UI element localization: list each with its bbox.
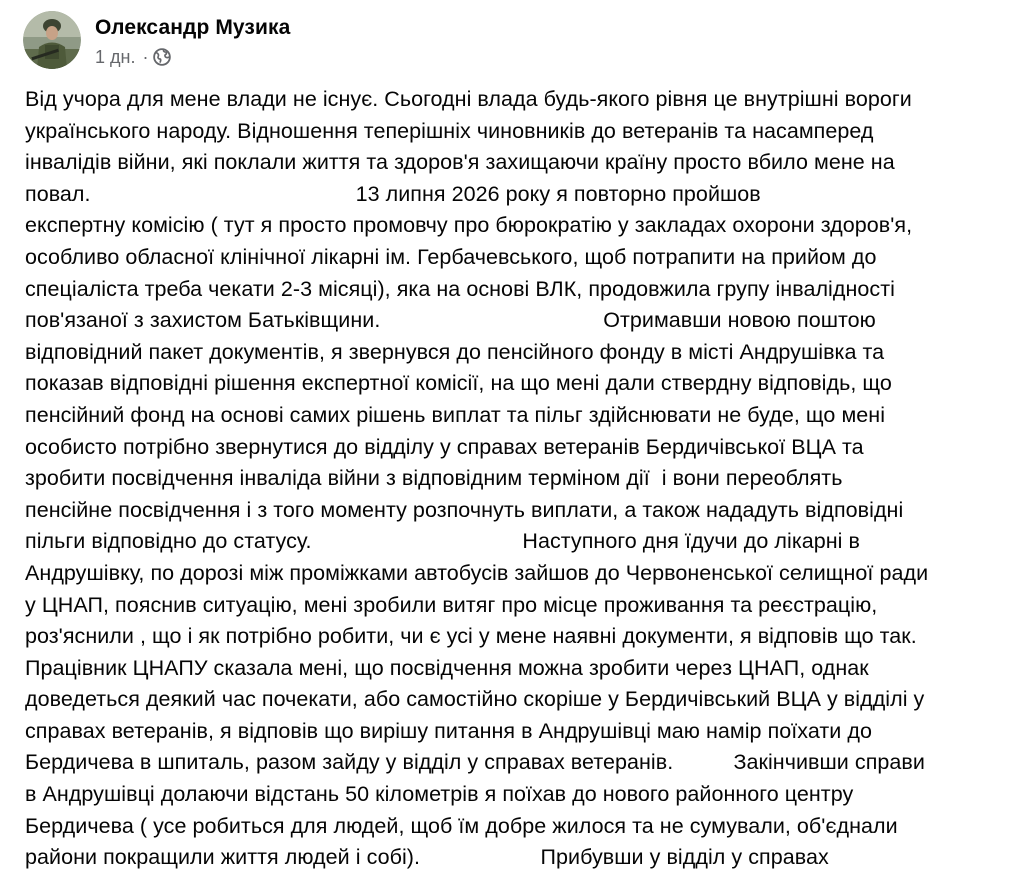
post-text-line: Бердичева ( усе робиться для людей, щоб їм добре жилося та не сумували, об'єднали: [25, 813, 898, 838]
post-text-line: пенсійний фонд на основі самих рішень виплат та пільг здійснювати не буде, що мені: [25, 402, 886, 427]
author-name[interactable]: Олександр Музика: [95, 16, 291, 39]
post-text-line: у ЦНАП, пояснив ситуацію, мені зробили витяг про місце проживання та реєстрацію,: [25, 592, 878, 617]
post-text-line: пільги відповідно до статусу. Наступного дня їдучи до лікарні в: [25, 529, 861, 554]
post-text-line: Бердичева в шпиталь, разом зайду у відділ у справах ветеранів. Закінчивши справи: [25, 750, 925, 775]
post-text-line: спеціаліста треба чекати 2-3 місяці), яка на основі ВЛК, продовжила групу інвалідності: [25, 276, 895, 301]
post-text-line: в Андрушівці долаючи відстань 50 кілометрів я поїхав до нового районного центру: [25, 782, 854, 807]
author-block: [95, 14, 290, 68]
post-text-line: райони покращили життя людей і собі). Прибувши у відділ у справах: [25, 845, 829, 870]
post-text-line: справах ветеранів, я відповів що вирішу питання в Андрушівці маю намір поїхати до: [25, 718, 872, 743]
post-body: [25, 84, 1015, 874]
post-header: [23, 11, 290, 69]
post-text-line: особисто потрібно звернутися до відділу у справах ветеранів Бердичівської ВЦА та: [25, 434, 864, 459]
post-text-line: українського народу. Відношення теперішніх чиновників до ветеранів та насамперед: [25, 118, 874, 143]
post-timestamp[interactable]: 1 дн.: [95, 47, 136, 67]
author-avatar[interactable]: [23, 11, 81, 69]
post-text-line: доведеться деякий час почекати, або самостійно скоріше у Бердичівський ВЦА у відділі у: [25, 687, 925, 712]
post-text-line: особливо обласної клінічної лікарні ім. Гербачевського, щоб потрапити на прийом до: [25, 244, 877, 269]
post-text-line: повал. 13 липня 2026 року я повторно пройшов: [25, 181, 761, 206]
meta-separator: ·: [142, 47, 149, 67]
post-text-line: Андрушівку, по дорозі між проміжками автобусів зайшов до Червоненської селищної ради: [25, 560, 929, 585]
post-text-line: зробити посвідчення інваліда війни з відповідним терміном дії і вони переоблять: [25, 466, 843, 491]
post-text-line: Працівник ЦНАПУ сказала мені, що посвідчення можна зробити через ЦНАП, однак: [25, 655, 869, 680]
post-text-line: пенсійне посвідчення і з того моменту розпочнуть виплати, а також нададуть відповідні: [25, 497, 904, 522]
post-text-line: відповідний пакет документів, я звернувся до пенсійного фонду в місті Андрушівка та: [25, 339, 885, 364]
post-text-line: Від учора для мене влади не існує. Сьогодні влада будь-якого рівня це внутрішні вороги: [25, 87, 912, 111]
post-text-line: роз'яснили , що і як потрібно робити, чи є усі у мене наявні документи, я відповів що так.: [25, 624, 917, 649]
post-text-line: експертну комісію ( тут я просто промовчу про бюрократію у закладах охорони здоров'я,: [25, 213, 913, 238]
post-text-line: пов'язаної з захистом Батьківщини. Отримавши новою поштою: [25, 308, 876, 333]
globe-icon[interactable]: [153, 48, 171, 66]
post-meta: [95, 46, 290, 68]
post-text-line: інвалідів війни, які поклали життя та здоров'я захищаючи країну просто вбило мене на: [25, 150, 895, 175]
post-text-line: показав відповідні рішення експертної комісії, на що мені дали ствердну відповідь, що: [25, 371, 892, 396]
